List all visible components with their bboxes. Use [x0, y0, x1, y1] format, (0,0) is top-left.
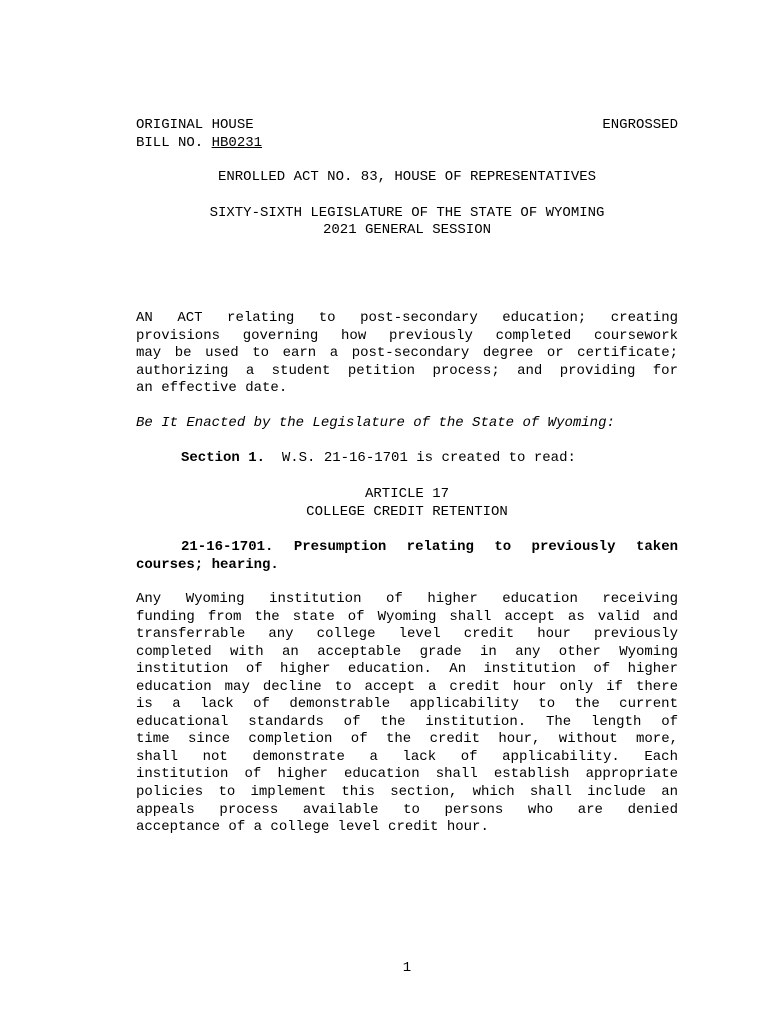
- body-line: shall not demonstrate a lack of applicability. Each: [136, 748, 678, 765]
- statute-body: [136, 591, 678, 837]
- body-line: institution of higher education shall establish appropriate: [136, 766, 678, 783]
- body-line: policies to implement this section, which shall include an: [136, 784, 678, 801]
- act-summary: [136, 310, 678, 398]
- enrolled-act-title: ENROLLED ACT NO. 83, HOUSE OF REPRESENTATIVES: [217, 169, 597, 185]
- engrossed-label: ENGROSSED: [602, 117, 678, 133]
- section-text: W.S. 21-16-1701 is created to read:: [265, 450, 576, 466]
- body-line: educational standards of the institution. The length of: [136, 713, 678, 730]
- body-line: education may decline to accept a credit hour only if there: [136, 678, 678, 695]
- statute-heading-line: courses; hearing.: [136, 556, 279, 573]
- act-summary-line: may be used to earn a post-secondary degree or certificate;: [136, 345, 678, 362]
- legislature-title: SIXTY-SIXTH LEGISLATURE OF THE STATE OF WYOMING: [209, 205, 605, 221]
- act-summary-line: an effective date.: [136, 380, 288, 397]
- session-title: 2021 GENERAL SESSION: [322, 222, 492, 238]
- body-line: time since completion of the credit hour, without more,: [136, 731, 678, 748]
- body-line: institution of higher education. An institution of higher: [136, 661, 678, 678]
- enacting-clause: Be It Enacted by the Legislature of the State of Wyoming:: [136, 415, 615, 431]
- section-line: [181, 450, 576, 467]
- body-line: completed with an acceptable grade in any other Wyoming: [136, 643, 678, 660]
- page-number: 1: [402, 960, 412, 976]
- original-house-label: ORIGINAL HOUSE: [136, 117, 254, 133]
- bill-number-line: [136, 135, 262, 152]
- statute-heading-line: 21-16-1701. Presumption relating to previously taken: [181, 539, 678, 555]
- statute-heading: [136, 539, 678, 574]
- body-line: transferrable any college level credit hour previously: [136, 626, 678, 643]
- article-number: ARTICLE 17: [364, 486, 449, 502]
- body-line: acceptance of a college level credit hour.: [136, 819, 489, 836]
- article-name: COLLEGE CREDIT RETENTION: [306, 504, 508, 520]
- act-summary-line: authorizing a student petition process; and providing for: [136, 362, 678, 379]
- body-line: funding from the state of Wyoming shall accept as valid and: [136, 608, 678, 625]
- bill-number-link[interactable]: HB0231: [211, 135, 263, 151]
- act-summary-line: provisions governing how previously completed coursework: [136, 327, 678, 344]
- act-summary-line: AN ACT relating to post-secondary education; creating: [136, 310, 678, 326]
- body-line: is a lack of demonstrable applicability to the current: [136, 696, 678, 713]
- bill-no-label: BILL NO.: [136, 135, 212, 151]
- body-line: appeals process available to persons who are denied: [136, 801, 678, 818]
- section-label: Section 1.: [181, 450, 266, 466]
- body-line: Any Wyoming institution of higher education receiving: [136, 591, 678, 607]
